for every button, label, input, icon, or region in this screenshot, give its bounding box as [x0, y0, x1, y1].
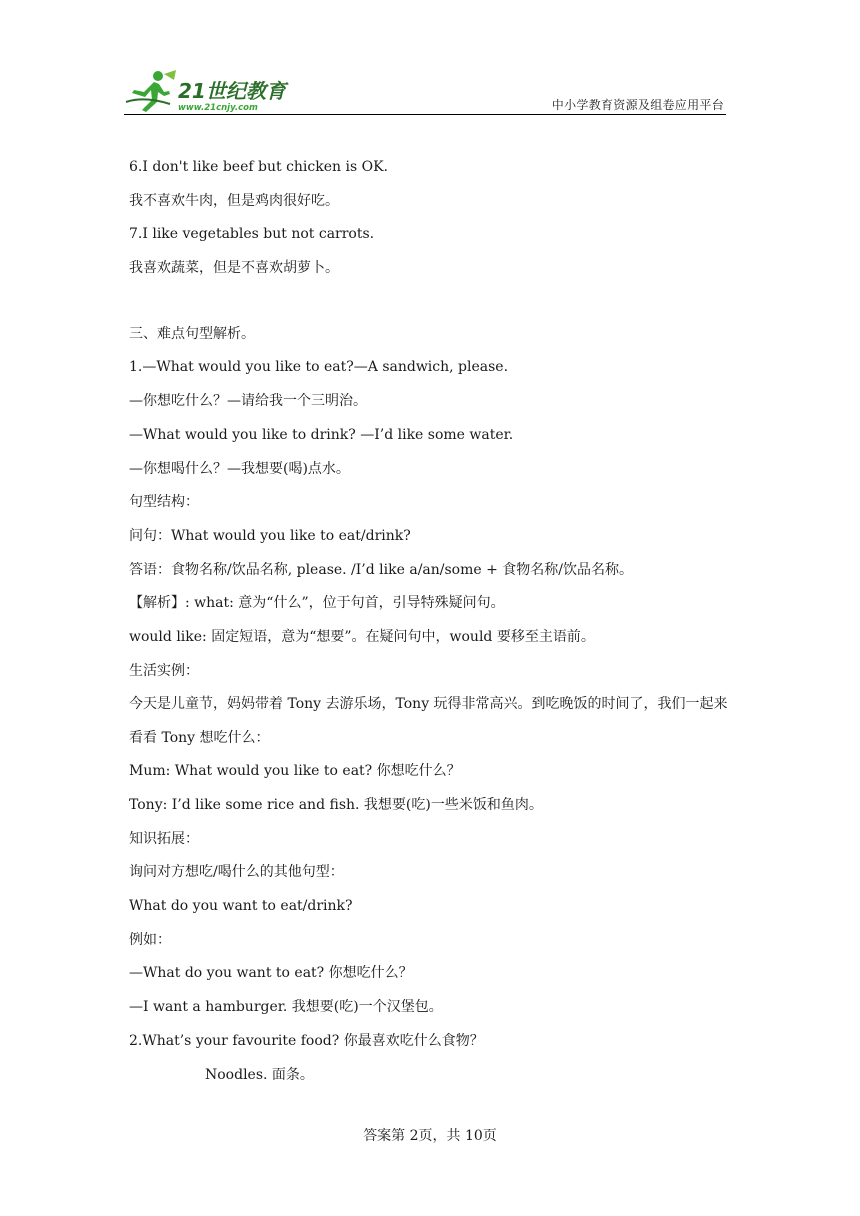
- text-line: 询问对方想吃/喝什么的其他句型：: [129, 864, 344, 881]
- document-body: [129, 158, 729, 1099]
- text-line: 6.I don't like beef but chicken is OK.: [129, 159, 388, 175]
- text-paragraph: 今天是儿童节，妈妈带着 Tony 去游乐场，Tony 玩得非常高兴。到吃晚饭的时间了，我们一起来看看 Tony 想吃什么：: [129, 696, 728, 747]
- page-footer: 答案第 2页，共 10页: [363, 1128, 497, 1144]
- running-figure-icon: [126, 70, 176, 112]
- logo-21cnjy: [124, 66, 294, 114]
- text-line: —你想喝什么？—我想要(喝)点水。: [129, 460, 350, 477]
- logo-url: www.21cnjy.com: [178, 103, 258, 113]
- section-heading: 三、难点句型解析。: [129, 325, 255, 342]
- text-line: What do you want to eat/drink?: [129, 898, 353, 915]
- text-line: 例如：: [129, 931, 171, 948]
- text-line: —I want a hamburger. 我想要(吃)一个汉堡包。: [129, 999, 443, 1016]
- header-divider: [124, 114, 726, 115]
- text-line: 句型结构：: [129, 494, 199, 511]
- text-line: —What do you want to eat? 你想吃什么？: [129, 965, 413, 982]
- text-line: 2.What’s your favourite food? 你最喜欢吃什么食物？: [129, 1032, 484, 1049]
- spacer: [129, 293, 729, 325]
- text-line: 问句：What would you like to eat/drink?: [129, 527, 411, 544]
- text-line: —你想吃什么？—请给我一个三明治。: [129, 393, 367, 410]
- text-line: 【解析】: what: 意为“什么”，位于句首，引导特殊疑问句。: [129, 595, 505, 612]
- text-line: Noodles. 面条。: [205, 1066, 314, 1083]
- text-line: 1.—What would you like to eat?—A sandwich, please.: [129, 359, 509, 376]
- text-line: 生活实例：: [129, 662, 199, 679]
- text-line: Tony: I’d like some rice and fish. 我想要(吃)一些米饭和鱼肉。: [129, 797, 543, 813]
- page-header: [124, 66, 726, 116]
- platform-name: 中小学教育资源及组卷应用平台: [551, 98, 724, 112]
- logo-title: 21世纪教育: [178, 79, 286, 103]
- text-line: —What would you like to drink? —I’d like some water.: [129, 426, 514, 443]
- text-line: would like: 固定短语，意为“想要”。在疑问句中，would 要移至主语前。: [129, 628, 595, 645]
- text-line: 答语：食物名称/饮品名称, please. /I’d like a/an/some + 食物名称/饮品名称。: [129, 561, 634, 578]
- text-line: 我喜欢蔬菜，但是不喜欢胡萝卜。: [129, 260, 339, 277]
- text-line: Mum: What would you like to eat? 你想吃什么？: [129, 763, 461, 780]
- text-line: 7.I like vegetables but not carrots.: [129, 226, 375, 243]
- text-line: 知识拓展：: [129, 830, 199, 847]
- text-line: 我不喜欢牛肉，但是鸡肉很好吃。: [129, 192, 339, 209]
